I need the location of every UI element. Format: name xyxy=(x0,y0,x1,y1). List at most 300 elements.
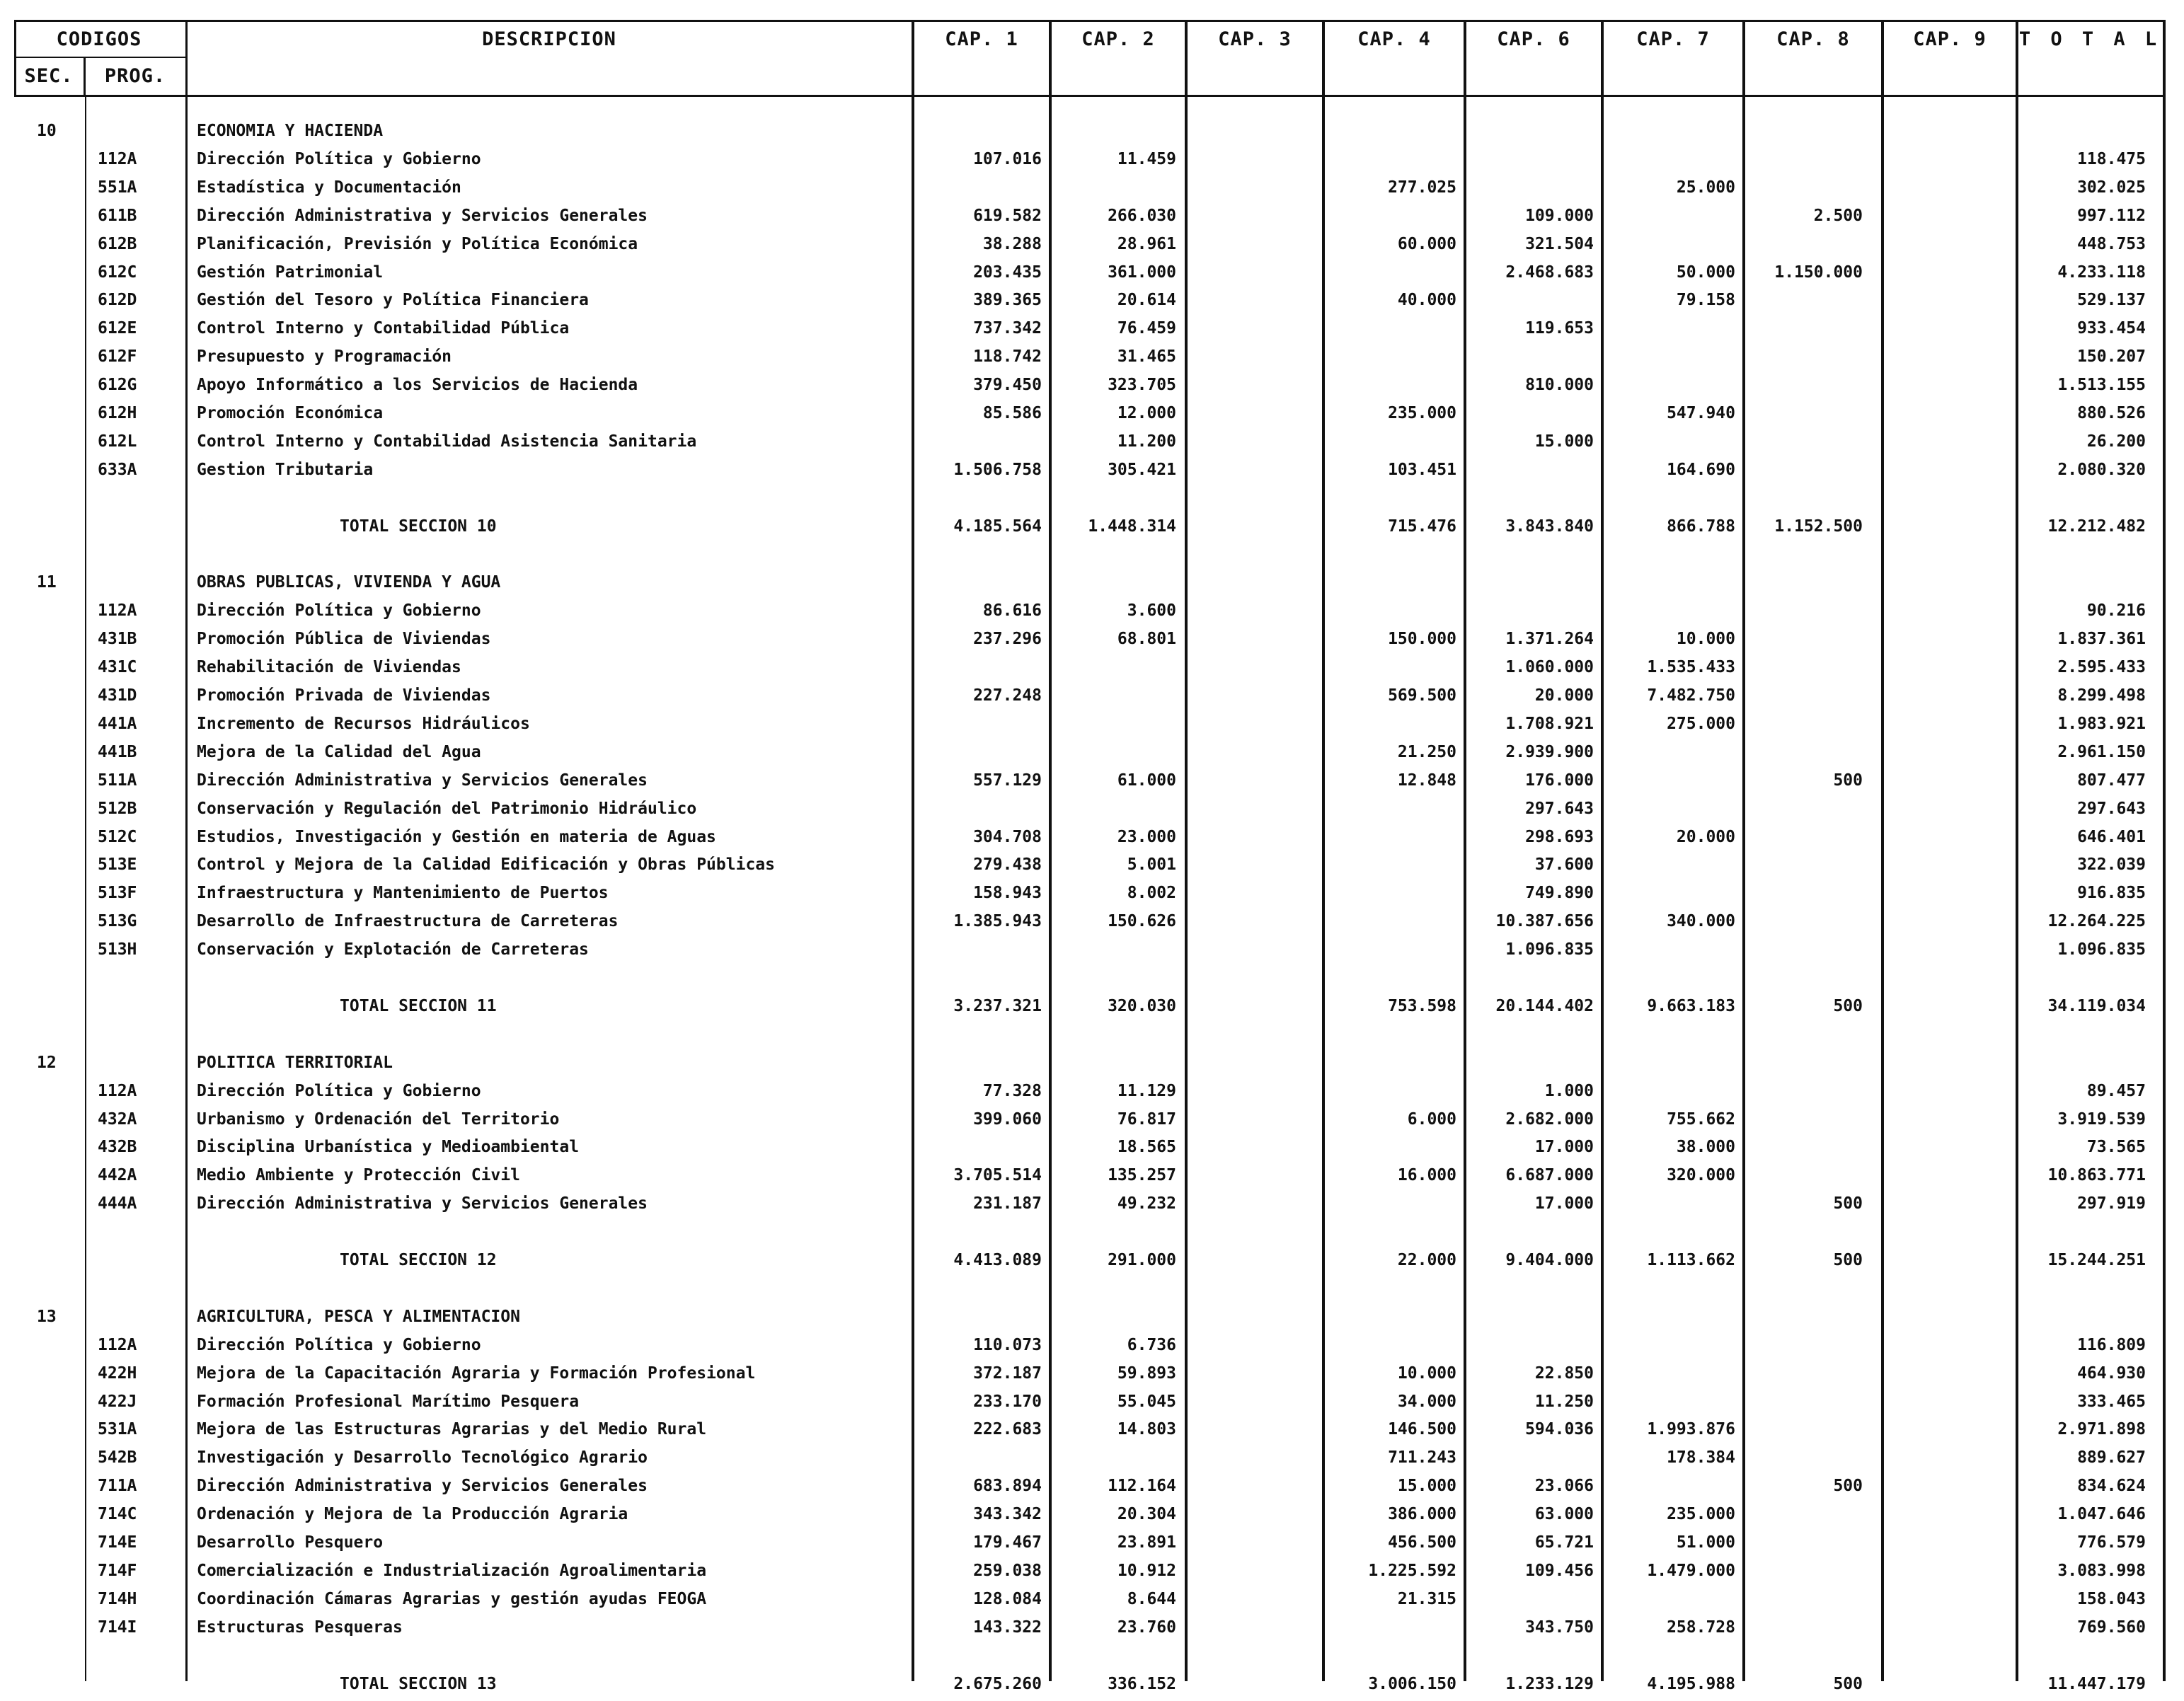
prog-code: 612C xyxy=(98,263,137,282)
cell-c7: 51.000 xyxy=(1676,1533,1735,1552)
cell-tot: 297.643 xyxy=(2077,799,2146,818)
table-row xyxy=(0,1559,2184,1587)
prog-code: 431C xyxy=(98,658,137,677)
cell-c1: 118.742 xyxy=(973,347,1042,367)
cell-c8: 500 xyxy=(1833,771,1863,790)
cell-tot: 1.096.835 xyxy=(2057,940,2146,959)
description: Rehabilitación de Viviendas xyxy=(197,658,461,677)
header-sec: SEC. xyxy=(24,65,74,87)
cell-c1: 231.187 xyxy=(973,1194,1042,1213)
description: Dirección Administrativa y Servicios Generales xyxy=(197,1477,648,1496)
description: Promoción Pública de Viviendas xyxy=(197,630,491,649)
cell-c4: 569.500 xyxy=(1388,686,1456,705)
header-cap2: CAP. 2 xyxy=(1081,28,1155,50)
prog-code: 513F xyxy=(98,884,137,903)
cell-c4: 150.000 xyxy=(1388,630,1456,649)
cell-tot: 15.244.251 xyxy=(2047,1251,2146,1269)
cell-c8: 500 xyxy=(1833,1674,1863,1693)
cell-c1: 143.322 xyxy=(973,1618,1042,1637)
cell-c7: 50.000 xyxy=(1676,263,1735,282)
cell-tot: 8.299.498 xyxy=(2057,686,2146,705)
cell-c2: 28.961 xyxy=(1117,234,1176,253)
cell-c2: 23.000 xyxy=(1117,827,1176,846)
cell-tot: 333.465 xyxy=(2077,1392,2146,1411)
total-label: TOTAL SECCION 11 xyxy=(340,996,497,1015)
cell-c2: 14.803 xyxy=(1117,1420,1176,1439)
table-row xyxy=(0,1446,2184,1474)
table-row xyxy=(0,1220,2184,1248)
cell-c4: 40.000 xyxy=(1397,291,1456,310)
table-row xyxy=(0,797,2184,825)
description: Conservación y Regulación del Patrimonio Hidráulico xyxy=(197,799,697,818)
table-row xyxy=(0,684,2184,712)
cell-c4: 15.000 xyxy=(1397,1477,1456,1496)
description: Planificación, Previsión y Política Económica xyxy=(197,234,638,253)
prog-code: 714C xyxy=(98,1505,137,1524)
cell-tot: 834.624 xyxy=(2077,1477,2146,1496)
cell-c6: 810.000 xyxy=(1525,376,1594,395)
description: Mejora de la Calidad del Agua xyxy=(197,742,481,761)
description: Control Interno y Contabilidad Pública xyxy=(197,319,570,338)
prog-code: 612L xyxy=(98,432,137,451)
description: Medio Ambiente y Protección Civil xyxy=(197,1166,520,1185)
header-descripcion: DESCRIPCION xyxy=(482,28,616,50)
cell-c1: 4.413.089 xyxy=(953,1251,1042,1269)
cell-c6: 6.687.000 xyxy=(1505,1166,1594,1185)
cell-c6: 9.404.000 xyxy=(1505,1251,1594,1269)
cell-c7: 178.384 xyxy=(1667,1448,1735,1468)
cell-c4: 386.000 xyxy=(1388,1505,1456,1524)
prog-code: 551A xyxy=(98,178,137,197)
description: Dirección Administrativa y Servicios Generales xyxy=(197,206,648,225)
prog-code: 442A xyxy=(98,1166,137,1185)
cell-c4: 16.000 xyxy=(1397,1166,1456,1185)
table-row xyxy=(0,1305,2184,1333)
cell-c8: 500 xyxy=(1833,1251,1863,1269)
cell-c4: 711.243 xyxy=(1388,1448,1456,1468)
cell-c1: 1.385.943 xyxy=(953,912,1042,931)
cell-c7: 1.113.662 xyxy=(1647,1251,1735,1269)
table-row xyxy=(0,147,2184,175)
table-row xyxy=(0,429,2184,458)
cell-c6: 2.468.683 xyxy=(1505,263,1594,282)
table-row xyxy=(0,373,2184,401)
cell-c4: 715.476 xyxy=(1388,517,1456,536)
description: Incremento de Recursos Hidráulicos xyxy=(197,714,530,733)
prog-code: 112A xyxy=(98,149,137,168)
description: Desarrollo Pesquero xyxy=(197,1533,384,1552)
cell-c2: 23.891 xyxy=(1117,1533,1176,1552)
table-row xyxy=(0,1361,2184,1390)
prog-code: 633A xyxy=(98,460,137,479)
cell-c6: 1.096.835 xyxy=(1505,940,1594,959)
cell-c2: 68.801 xyxy=(1117,630,1176,649)
table-row xyxy=(0,458,2184,486)
cell-c2: 23.760 xyxy=(1117,1618,1176,1637)
cell-c2: 31.465 xyxy=(1117,347,1176,367)
border-left xyxy=(14,20,16,96)
table-row xyxy=(0,401,2184,429)
cell-c1: 179.467 xyxy=(973,1533,1042,1552)
table-row xyxy=(0,712,2184,740)
cell-c2: 323.705 xyxy=(1108,376,1176,395)
header-cap7: CAP. 7 xyxy=(1636,28,1710,50)
description: Dirección Administrativa y Servicios Generales xyxy=(197,1194,648,1213)
prog-code: 112A xyxy=(98,1081,137,1100)
cell-c8: 1.150.000 xyxy=(1774,263,1863,282)
prog-code: 422J xyxy=(98,1392,137,1411)
cell-c6: 176.000 xyxy=(1525,771,1594,790)
cell-c1: 4.185.564 xyxy=(953,517,1042,536)
description: Conservación y Explotación de Carreteras xyxy=(197,940,589,959)
cell-c4: 146.500 xyxy=(1388,1420,1456,1439)
cell-c8: 500 xyxy=(1833,996,1863,1015)
prog-code: 513H xyxy=(98,940,137,959)
description: Dirección Política y Gobierno xyxy=(197,1335,481,1354)
cell-c6: 343.750 xyxy=(1525,1618,1594,1637)
table-row xyxy=(0,570,2184,599)
table-row xyxy=(0,1135,2184,1163)
cell-c1: 1.506.758 xyxy=(953,460,1042,479)
prog-code: 714E xyxy=(98,1533,137,1552)
prog-code: 612H xyxy=(98,404,137,422)
sec-code: 12 xyxy=(37,1053,57,1072)
cell-tot: 73.565 xyxy=(2086,1138,2146,1157)
cell-c1: 158.943 xyxy=(973,884,1042,903)
description: Promoción Económica xyxy=(197,404,384,422)
cell-c2: 266.030 xyxy=(1108,206,1176,225)
cell-c4: 753.598 xyxy=(1388,996,1456,1015)
cell-tot: 302.025 xyxy=(2077,178,2146,197)
cell-tot: 116.809 xyxy=(2077,1335,2146,1354)
cell-c6: 17.000 xyxy=(1534,1194,1594,1213)
prog-code: 112A xyxy=(98,601,137,621)
description: Estructuras Pesqueras xyxy=(197,1618,403,1637)
description: Investigación y Desarrollo Tecnológico Agrario xyxy=(197,1448,648,1468)
prog-code: 432A xyxy=(98,1109,137,1129)
table-row xyxy=(0,316,2184,345)
prog-code: 612G xyxy=(98,376,137,395)
cell-c2: 3.600 xyxy=(1127,601,1176,621)
prog-code: 531A xyxy=(98,1420,137,1439)
description: Desarrollo de Infraestructura de Carreteras xyxy=(197,912,619,931)
cell-c6: 1.060.000 xyxy=(1505,658,1594,677)
description: POLITICA TERRITORIAL xyxy=(197,1053,393,1072)
description: Control Interno y Contabilidad Asistencia Sanitaria xyxy=(197,432,697,451)
cell-c1: 737.342 xyxy=(973,319,1042,338)
cell-c7: 547.940 xyxy=(1667,404,1735,422)
description: Gestión del Tesoro y Política Financiera xyxy=(197,291,589,310)
cell-tot: 2.961.150 xyxy=(2057,742,2146,761)
cell-c6: 2.682.000 xyxy=(1505,1109,1594,1129)
cell-c2: 11.459 xyxy=(1117,149,1176,168)
description: OBRAS PUBLICAS, VIVIENDA Y AGUA xyxy=(197,573,501,592)
table-row xyxy=(0,966,2184,994)
header-cap8: CAP. 8 xyxy=(1776,28,1850,50)
cell-c4: 21.315 xyxy=(1397,1589,1456,1608)
cell-c7: 10.000 xyxy=(1676,630,1735,649)
cell-c4: 3.006.150 xyxy=(1368,1674,1456,1693)
header-codigos: CODIGOS xyxy=(56,28,142,50)
sec-code: 13 xyxy=(37,1307,57,1326)
table-row xyxy=(0,938,2184,966)
table-row xyxy=(0,1107,2184,1136)
cell-c6: 20.000 xyxy=(1534,686,1594,705)
cell-c4: 12.848 xyxy=(1397,771,1456,790)
cell-c6: 1.233.129 xyxy=(1505,1674,1594,1693)
description: Mejora de las Estructuras Agrarias y del Medio Rural xyxy=(197,1420,707,1439)
cell-tot: 150.207 xyxy=(2077,347,2146,367)
description: Apoyo Informático a los Servicios de Hacienda xyxy=(197,376,638,395)
cell-c1: 557.129 xyxy=(973,771,1042,790)
cell-c7: 1.535.433 xyxy=(1647,658,1735,677)
cell-tot: 776.579 xyxy=(2077,1533,2146,1552)
cell-tot: 2.080.320 xyxy=(2057,460,2146,479)
cell-tot: 3.083.998 xyxy=(2057,1561,2146,1580)
cell-tot: 646.401 xyxy=(2077,827,2146,846)
cell-c7: 7.482.750 xyxy=(1647,686,1735,705)
cell-c6: 749.890 xyxy=(1525,884,1594,903)
cell-c1: 110.073 xyxy=(973,1335,1042,1354)
cell-c1: 77.328 xyxy=(982,1081,1042,1100)
cell-c1: 38.288 xyxy=(982,234,1042,253)
cell-c2: 12.000 xyxy=(1117,404,1176,422)
cell-c2: 20.614 xyxy=(1117,291,1176,310)
cell-c2: 76.459 xyxy=(1117,319,1176,338)
table-row xyxy=(0,1502,2184,1530)
cell-tot: 464.930 xyxy=(2077,1363,2146,1383)
cell-c6: 63.000 xyxy=(1534,1505,1594,1524)
cell-c1: 203.435 xyxy=(973,263,1042,282)
table-row xyxy=(0,599,2184,627)
table-row xyxy=(0,1079,2184,1107)
cell-c4: 103.451 xyxy=(1388,460,1456,479)
cell-tot: 529.137 xyxy=(2077,291,2146,310)
cell-c6: 22.850 xyxy=(1534,1363,1594,1383)
cell-c1: 3.237.321 xyxy=(953,996,1042,1015)
table-row xyxy=(0,1022,2184,1051)
table-row xyxy=(0,232,2184,260)
cell-c1: 343.342 xyxy=(973,1505,1042,1524)
cell-c6: 297.643 xyxy=(1525,799,1594,818)
cell-c2: 8.002 xyxy=(1127,884,1176,903)
cell-c8: 500 xyxy=(1833,1194,1863,1213)
prog-code: 612E xyxy=(98,319,137,338)
cell-c2: 336.152 xyxy=(1108,1674,1176,1693)
prog-code: 612B xyxy=(98,234,137,253)
header-top-rule xyxy=(14,20,2166,22)
cell-c6: 1.371.264 xyxy=(1505,630,1594,649)
table-row xyxy=(0,1417,2184,1446)
cell-tot: 11.447.179 xyxy=(2047,1674,2146,1693)
description: Disciplina Urbanística y Medioambiental xyxy=(197,1138,580,1157)
cell-c4: 22.000 xyxy=(1397,1251,1456,1269)
cell-c1: 389.365 xyxy=(973,291,1042,310)
prog-code: 714I xyxy=(98,1618,137,1637)
table-row xyxy=(0,119,2184,147)
cell-c7: 320.000 xyxy=(1667,1166,1735,1185)
cell-c4: 277.025 xyxy=(1388,178,1456,197)
cell-c8: 2.500 xyxy=(1813,206,1863,225)
cell-c6: 17.000 xyxy=(1534,1138,1594,1157)
cell-c2: 20.304 xyxy=(1117,1505,1176,1524)
prog-code: 431B xyxy=(98,630,137,649)
cell-c2: 18.565 xyxy=(1117,1138,1176,1157)
total-label: TOTAL SECCION 10 xyxy=(340,517,497,536)
table-row xyxy=(0,909,2184,938)
cell-tot: 34.119.034 xyxy=(2047,996,2146,1015)
cell-c1: 619.582 xyxy=(973,206,1042,225)
cell-tot: 322.039 xyxy=(2077,855,2146,875)
cell-c2: 291.000 xyxy=(1108,1251,1176,1269)
codigos-divider-rule xyxy=(14,57,185,58)
description: Gestión Patrimonial xyxy=(197,263,384,282)
cell-tot: 12.212.482 xyxy=(2047,517,2146,536)
cell-c1: 85.586 xyxy=(982,404,1042,422)
cell-c1: 683.894 xyxy=(973,1477,1042,1496)
cell-c7: 1.479.000 xyxy=(1647,1561,1735,1580)
cell-c6: 1.000 xyxy=(1544,1081,1594,1100)
cell-c1: 128.084 xyxy=(973,1589,1042,1608)
table-row xyxy=(0,260,2184,289)
cell-c6: 321.504 xyxy=(1525,234,1594,253)
table-row xyxy=(0,1333,2184,1361)
prog-code: 612F xyxy=(98,347,137,367)
prog-code: 422H xyxy=(98,1363,137,1383)
prog-code: 512B xyxy=(98,799,137,818)
cell-tot: 4.233.118 xyxy=(2057,263,2146,282)
cell-c1: 372.187 xyxy=(973,1363,1042,1383)
cell-c6: 109.000 xyxy=(1525,206,1594,225)
cell-c6: 298.693 xyxy=(1525,827,1594,846)
cell-c2: 8.644 xyxy=(1127,1589,1176,1608)
cell-tot: 10.863.771 xyxy=(2047,1166,2146,1185)
prog-code: 513E xyxy=(98,855,137,875)
cell-tot: 118.475 xyxy=(2077,149,2146,168)
cell-c1: 237.296 xyxy=(973,630,1042,649)
cell-c1: 2.675.260 xyxy=(953,1674,1042,1693)
cell-c1: 259.038 xyxy=(973,1561,1042,1580)
description: Dirección Política y Gobierno xyxy=(197,1081,481,1100)
table-row xyxy=(0,655,2184,684)
description: Mejora de la Capacitación Agraria y Formación Profesional xyxy=(197,1363,756,1383)
cell-c7: 866.788 xyxy=(1667,517,1735,536)
total-row xyxy=(0,994,2184,1022)
cell-tot: 448.753 xyxy=(2077,234,2146,253)
description: Estadística y Documentación xyxy=(197,178,461,197)
header-cap4: CAP. 4 xyxy=(1357,28,1431,50)
prog-code: 611B xyxy=(98,206,137,225)
cell-c7: 4.195.988 xyxy=(1647,1674,1735,1693)
prog-code: 441A xyxy=(98,714,137,733)
cell-c2: 61.000 xyxy=(1117,771,1176,790)
cell-c7: 38.000 xyxy=(1676,1138,1735,1157)
prog-code: 112A xyxy=(98,1335,137,1354)
cell-c7: 1.993.876 xyxy=(1647,1420,1735,1439)
cell-c6: 2.939.900 xyxy=(1505,742,1594,761)
cell-tot: 90.216 xyxy=(2086,601,2146,621)
total-row xyxy=(0,514,2184,543)
cell-tot: 889.627 xyxy=(2077,1448,2146,1468)
table-row xyxy=(0,1587,2184,1615)
cell-c2: 112.164 xyxy=(1108,1477,1176,1496)
prog-code: 512C xyxy=(98,827,137,846)
description: Infraestructura y Mantenimiento de Puertos xyxy=(197,884,609,903)
cell-c2: 1.448.314 xyxy=(1088,517,1176,536)
prog-code: 511A xyxy=(98,771,137,790)
cell-c1: 304.708 xyxy=(973,827,1042,846)
prog-code: 441B xyxy=(98,742,137,761)
prog-code: 432B xyxy=(98,1138,137,1157)
cell-c1: 233.170 xyxy=(973,1392,1042,1411)
table-row xyxy=(0,627,2184,655)
cell-tot: 158.043 xyxy=(2077,1589,2146,1608)
cell-c6: 10.387.656 xyxy=(1495,912,1594,931)
cell-c6: 109.456 xyxy=(1525,1561,1594,1580)
cell-c2: 5.001 xyxy=(1127,855,1176,875)
prog-code: 711A xyxy=(98,1477,137,1496)
cell-tot: 2.971.898 xyxy=(2057,1420,2146,1439)
table-row xyxy=(0,740,2184,768)
cell-c6: 11.250 xyxy=(1534,1392,1594,1411)
cell-c7: 340.000 xyxy=(1667,912,1735,931)
cell-tot: 997.112 xyxy=(2077,206,2146,225)
description: Comercialización e Industrialización Agroalimentaria xyxy=(197,1561,707,1580)
prog-code: 714H xyxy=(98,1589,137,1608)
header-cap9: CAP. 9 xyxy=(1913,28,1987,50)
cell-tot: 1.513.155 xyxy=(2057,376,2146,395)
cell-c1: 399.060 xyxy=(973,1109,1042,1129)
cell-c2: 76.817 xyxy=(1117,1109,1176,1129)
cell-c1: 379.450 xyxy=(973,376,1042,395)
description: Control y Mejora de la Calidad Edificación y Obras Públicas xyxy=(197,855,775,875)
cell-c7: 275.000 xyxy=(1667,714,1735,733)
cell-tot: 1.837.361 xyxy=(2057,630,2146,649)
header-prog: PROG. xyxy=(104,65,166,87)
description: Urbanismo y Ordenación del Territorio xyxy=(197,1109,560,1129)
sec-code: 11 xyxy=(37,573,57,592)
cell-c2: 49.232 xyxy=(1117,1194,1176,1213)
description: Dirección Política y Gobierno xyxy=(197,149,481,168)
cell-c2: 150.626 xyxy=(1108,912,1176,931)
cell-c1: 222.683 xyxy=(973,1420,1042,1439)
cell-c2: 305.421 xyxy=(1108,460,1176,479)
cell-c7: 25.000 xyxy=(1676,178,1735,197)
prog-code: 714F xyxy=(98,1561,137,1580)
description: Estudios, Investigación y Gestión en materia de Aguas xyxy=(197,827,716,846)
cell-c1: 227.248 xyxy=(973,686,1042,705)
table-row xyxy=(0,486,2184,514)
total-row xyxy=(0,1248,2184,1276)
description: Formación Profesional Marítimo Pesquera xyxy=(197,1392,580,1411)
cell-c7: 235.000 xyxy=(1667,1505,1735,1524)
description: Coordinación Cámaras Agrarias y gestión ayudas FEOGA xyxy=(197,1589,707,1608)
table-row xyxy=(0,1644,2184,1672)
description: Presupuesto y Programación xyxy=(197,347,452,367)
cell-c4: 235.000 xyxy=(1388,404,1456,422)
table-row xyxy=(0,1615,2184,1644)
cell-c1: 279.438 xyxy=(973,855,1042,875)
table-row xyxy=(0,1474,2184,1502)
table-row xyxy=(0,881,2184,909)
cell-c8: 500 xyxy=(1833,1477,1863,1496)
cell-c7: 164.690 xyxy=(1667,460,1735,479)
header-total: T O T A L xyxy=(2018,28,2161,50)
prog-code: 444A xyxy=(98,1194,137,1213)
cell-tot: 769.560 xyxy=(2077,1618,2146,1637)
cell-tot: 933.454 xyxy=(2077,319,2146,338)
description: Dirección Administrativa y Servicios Generales xyxy=(197,771,648,790)
